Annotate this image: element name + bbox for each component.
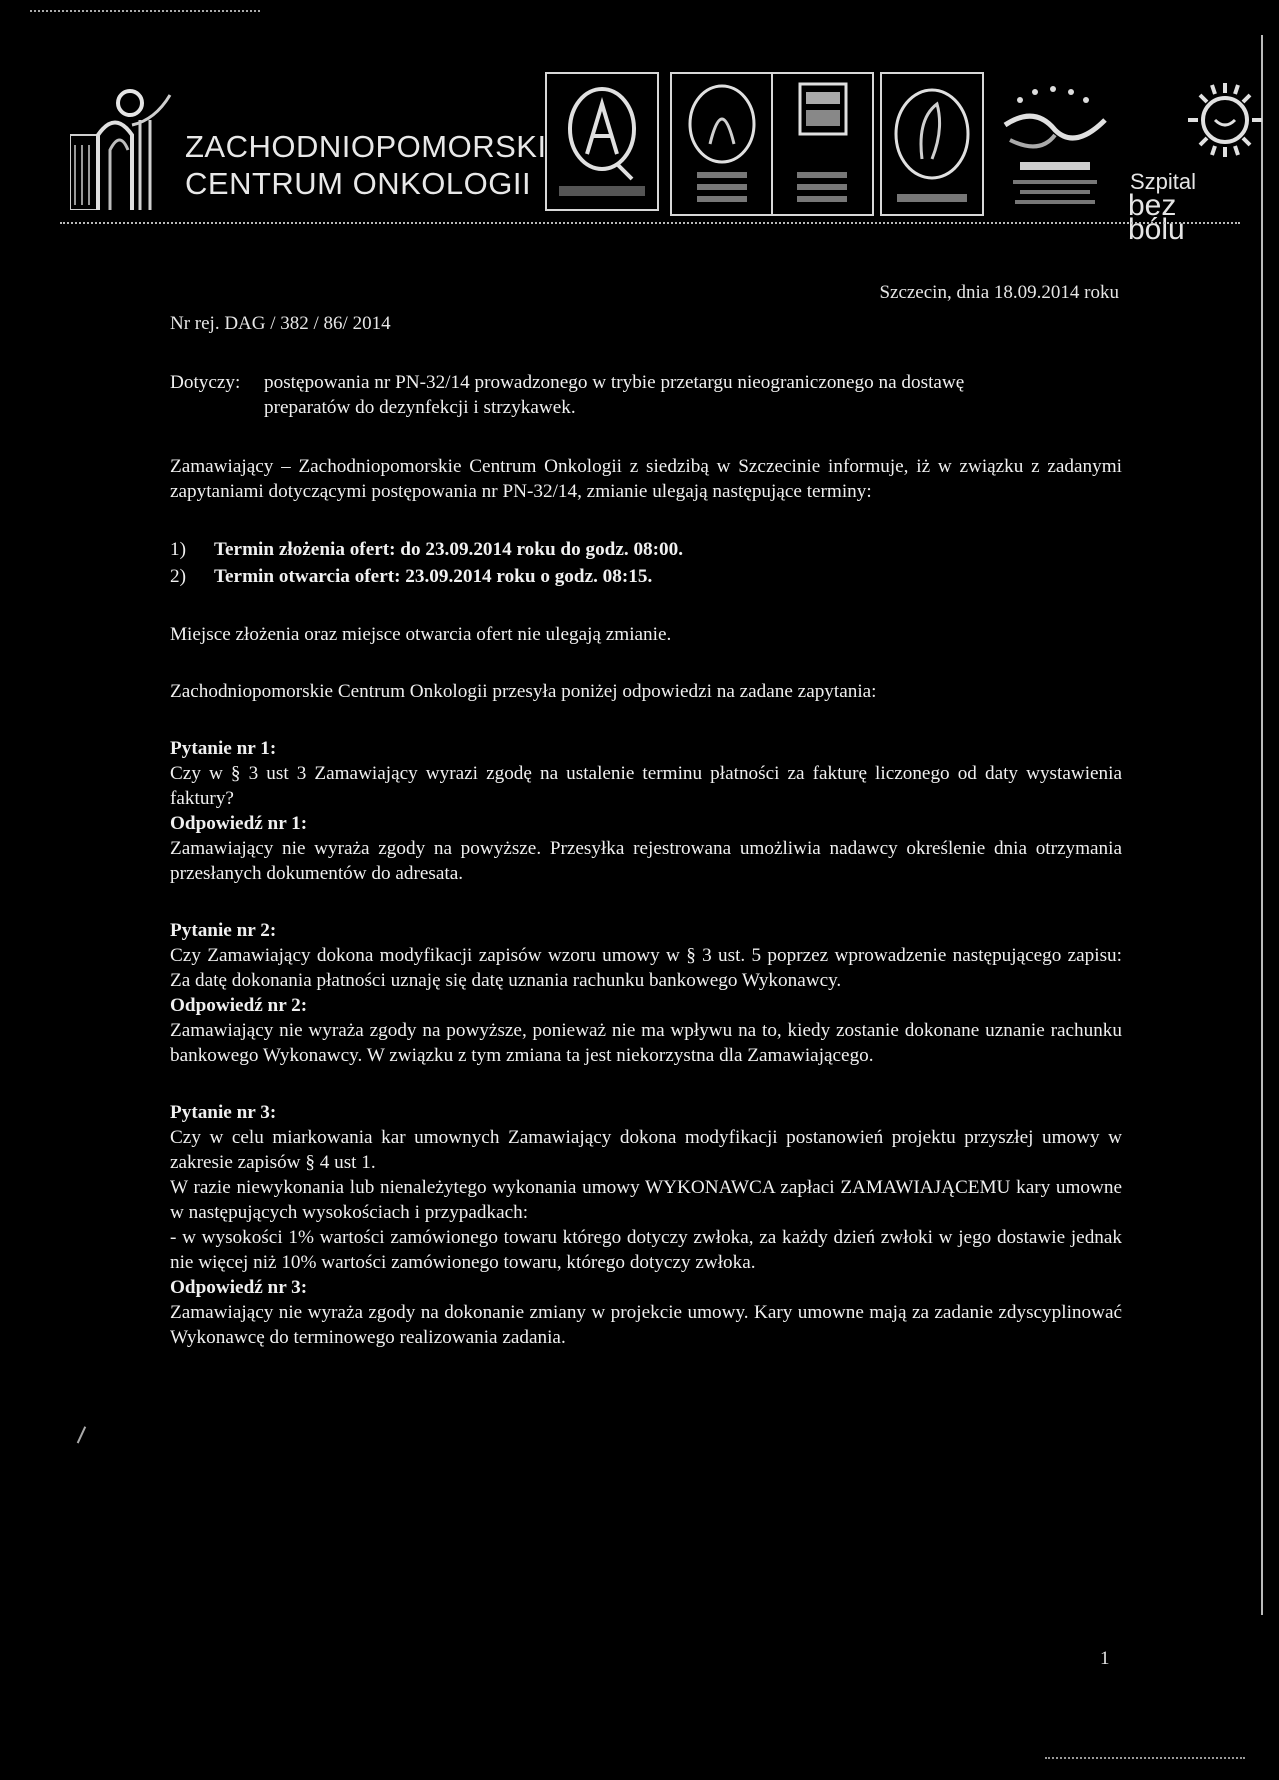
scan-artifact-mark: [77, 1426, 95, 1447]
question-text: Czy w § 3 ust 3 Zamawiający wyrazi zgodę na ustalenie terminu płatności za fakturę liczonego od daty wystawienia faktury?: [170, 763, 1122, 809]
spital-slogan-line1: Szpital: [1130, 169, 1197, 194]
question-text-penalty-item: - w wysokości 1% wartości zamówionego towaru którego dotyczy zwłoka, za każdy dzień zwłoki w jego dostawie jednak nie więcej niż 10% wartości zamówionego towaru, którego dotyczy zwłoka.: [170, 1227, 1122, 1273]
answer-label: Odpowiedź nr 2:: [170, 995, 308, 1016]
page-number: 1: [1100, 1648, 1110, 1669]
organization-name-line1: ZACHODNIOPOMORSKIE: [185, 129, 568, 164]
emas-logo: [995, 80, 1115, 210]
organization-logo: [70, 75, 175, 210]
deadline-number: 2): [170, 566, 186, 587]
question-label: Pytanie nr 3:: [170, 1102, 277, 1123]
qa-block-2: [170, 918, 1122, 1068]
question-text: Czy w celu miarkowania kar umownych Zamawiający dokona modyfikacji postanowień projektu przyszłej umowy w zakresie zapisów § 4 ust 1.: [170, 1127, 1122, 1173]
spital-slogan: [1128, 169, 1240, 246]
subject-label: Dotyczy:: [170, 372, 241, 393]
subject-text-line1: postępowania nr PN-32/14 prowadzonego w trybie przetargu nieograniczonego na dostawę: [264, 372, 965, 393]
organization-name-line2: CENTRUM ONKOLOGII: [185, 166, 532, 201]
deadline-text: Termin złożenia ofert: do 23.09.2014 roku do godz. 08:00.: [214, 539, 684, 560]
deadline-item: [170, 563, 1122, 590]
deadline-text: Termin otwarcia ofert: 23.09.2014 roku o godz. 08:15.: [214, 566, 653, 587]
answer-text: Zamawiający nie wyraża zgody na powyższe, ponieważ nie ma wpływu na to, kiedy zostanie dokonane uznanie rachunku bankowego Wykonawcy. W związku z tym zmiana ta jest niekorzystna dla Zamawiającego.: [170, 1020, 1122, 1066]
subject-text: [266, 370, 1122, 420]
iso-certificate-logos: [670, 72, 874, 216]
scan-artifact: [30, 10, 260, 20]
deadline-list: [170, 536, 1122, 590]
answers-intro: Zachodniopomorskie Centrum Onkologii przesyła poniżej odpowiedzi na zadane zapytania:: [170, 681, 877, 702]
deadline-number: 1): [170, 539, 186, 560]
letterhead: [60, 60, 1240, 246]
registration-number: Nr rej. DAG / 382 / 86/ 2014: [170, 313, 391, 334]
question-text: Czy Zamawiający dokona modyfikacji zapisów wzoru umowy w § 3 ust. 5 poprzez wprowadzenie następującego zapisu: Za datę dokonania płatności uznaję się datę uznania rachunku bankowego Wykonawcy.: [170, 945, 1122, 991]
letter-body: [170, 370, 1122, 1350]
document-date: Szczecin, dnia 18.09.2014 roku: [879, 282, 1119, 303]
subject-line: [170, 370, 1122, 420]
question-text-penalty-clause: W razie niewykonania lub nienależytego wykonania umowy WYKONAWCA zapłaci ZAMAWIAJĄCEMU kary umowne w następujących wysokościach i przypadkach:: [170, 1177, 1122, 1223]
answer-text: Zamawiający nie wyraża zgody na dokonanie zmiany w projekcie umowy. Kary umowne mają za zadanie zdyscyplinować Wykonawcę do terminowego realizowania zadania.: [170, 1302, 1122, 1348]
question-label: Pytanie nr 2:: [170, 920, 277, 941]
answer-label: Odpowiedź nr 3:: [170, 1277, 308, 1298]
subject-text-line2: preparatów do dezynfekcji i strzykawek.: [264, 397, 576, 418]
organization-name: [185, 128, 568, 202]
place-note: Miejsce złożenia oraz miejsce otwarcia ofert nie ulegają zmianie.: [170, 624, 672, 645]
deadline-item: [170, 536, 1122, 563]
scan-artifact-bottom: [1045, 1757, 1245, 1759]
header-divider: [60, 222, 1240, 224]
scan-edge-line: [1261, 35, 1263, 1615]
spital-slogan-line2: bez bólu: [1128, 189, 1185, 246]
qa-block-3: [170, 1100, 1122, 1350]
iso-certificate-logo: [880, 72, 984, 216]
answer-text: Zamawiający nie wyraża zgody na powyższe. Przesyłka rejestrowana umożliwia nadawcy określenie dnia otrzymania przesłanych dokumentów do adresata.: [170, 838, 1122, 884]
question-label: Pytanie nr 1:: [170, 738, 277, 759]
qa-block-1: [170, 736, 1122, 886]
answer-label: Odpowiedź nr 1:: [170, 813, 308, 834]
quality-certificate-logo: [545, 72, 659, 211]
intro-paragraph: Zamawiający – Zachodniopomorskie Centrum Onkologii z siedzibą w Szczecinie informuje, iż w związku z zadanymi zapytaniami dotyczącymi postępowania nr PN-32/14, zmianie ulegają następujące terminy:: [170, 456, 1122, 502]
